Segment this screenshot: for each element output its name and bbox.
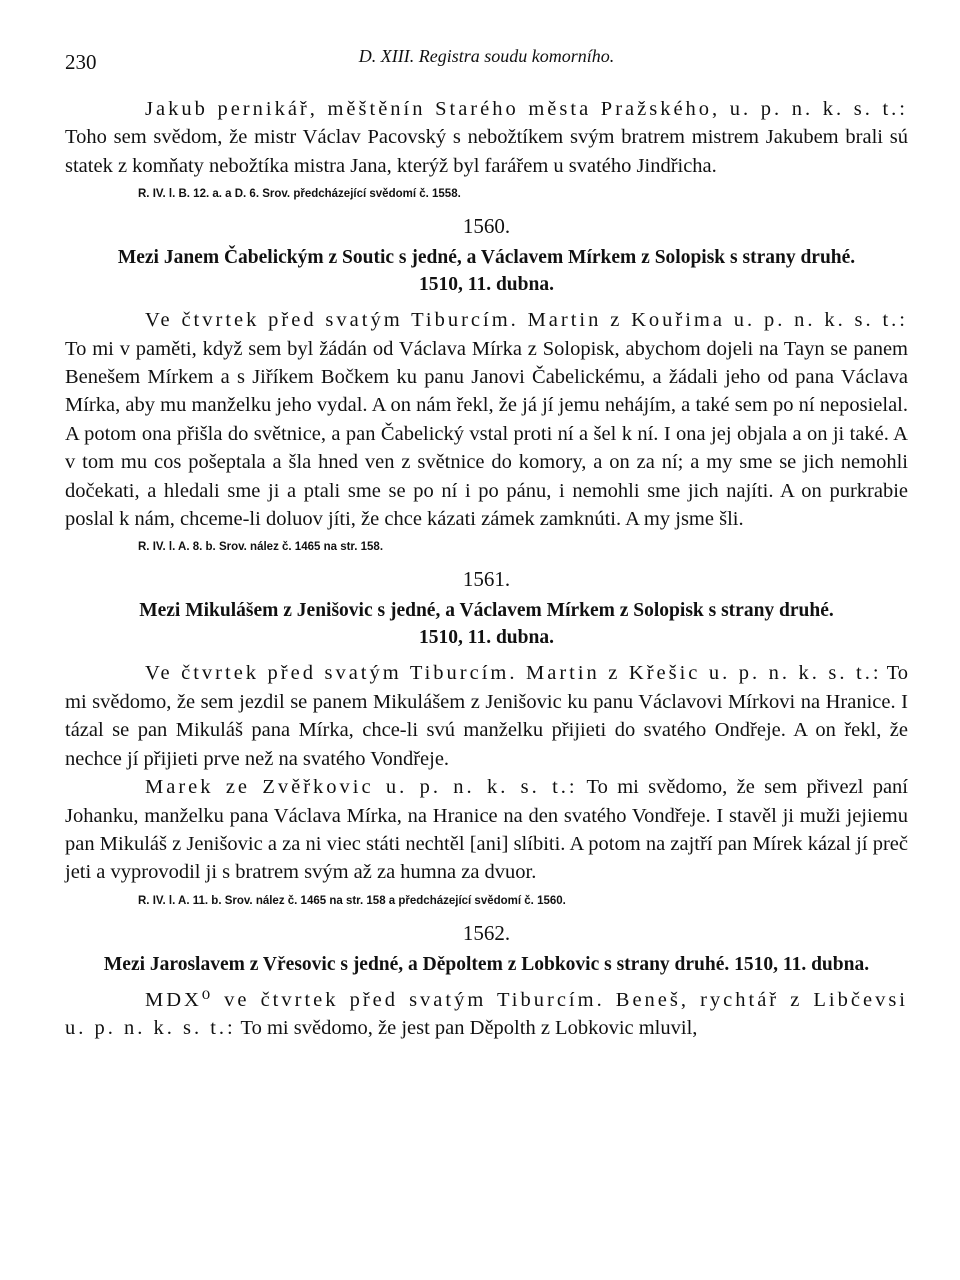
running-title: D. XIII. Registra soudu komorního. <box>358 46 615 66</box>
source-citation: R. IV. l. B. 12. a. a D. 6. Srov. předcházející svědomí č. 1558. <box>138 188 461 201</box>
page-number: 230 <box>65 50 97 74</box>
page-body <box>65 95 908 1043</box>
witness-name: Ve čtvrtek před svatým Tiburcím. Martin z Křešic u. p. n. k. s. t.: <box>145 662 882 685</box>
witness-name: Marek ze Zvěřkovic u. p. n. k. s. t.: <box>145 776 578 799</box>
entry-parties: Mezi Mikulášem z Jenišovic s jedné, a Václavem Mírkem z Solopisk s strany druhé. <box>139 600 834 622</box>
entry-number: 1560. <box>462 214 511 239</box>
testimony-paragraph <box>65 986 908 1043</box>
entry-date: 1510, 11. dubna. <box>419 627 554 649</box>
witness-name: MDX⁰ ve čtvrtek před svatým Tiburcím. Beneš, rychtář z Libčevsi u. p. n. k. s. t.: <box>65 988 908 1040</box>
source-citation: R. IV. l. A. 8. b. Srov. nález č. 1465 na str. 158. <box>138 541 384 554</box>
testimony-text: To mi svědomo, že sem přivezl paní Johanku, manželku pana Václava Mírka, na Hranice na den svatého Vondřeje. I stavěl ji muži jejiemu pan Mikuláš z Jenišovic a za ni viec státi nechtěl [ani] slíbiti. A potom na zajtří pan Mírek kázal jí preč jeti a vyprovodil ji s bratrem svým až za humna za dvuor. <box>65 776 908 884</box>
entry-parties: Mezi Jaroslavem z Vřesovic s jedné, a Děpoltem z Lobkovic s strany druhé. 1510, 11. dubna. <box>103 953 870 975</box>
testimony-text: To mi v paměti, když sem byl žádán od Václava Mírka z Solopisk, abychom dojeli na Tayn se panem Benešem Mírkem a s Jiříkem Bočkem ku panu Janovi Čabelickému, a žádali jeho od pana Václava Mírka, aby mu manželku jeho vydal. A on nám řekl, že já jí jemu nehájím, a také sem po ní neposielal. A potom ona přišla do světnice, a pan Čabelický vstal proti ní a šel k ní. I ona jej objala a on ji také. A v tom mu cos pošeptala a šla hned ven z světnice do komory, a on za ní; a my sme se jich nemohli dočekati, a hledali sme ji a ptali sme se po ní i po pánu, i nemohli sme jich najíti. A on purkrabie poslal k nám, chceme-li doluov jíti, že chce kázati zámek zamknúti. A my jsme šli. <box>65 337 908 531</box>
running-header <box>65 46 908 74</box>
entry-number: 1561. <box>462 567 511 592</box>
witness-name: Jakub pernikář, měštěnín Starého města Pražského, u. p. n. k. s. t.: <box>145 98 908 120</box>
testimony-paragraph <box>65 95 908 180</box>
testimony-paragraph <box>65 306 908 533</box>
testimony-text: To mi svědomo, že sem jezdil se panem Mikulášem z Jenišovic ku panu Václavovi Mírkovi na Hranice. I tázal se pan Mikuláš pana Mírka, chce-li svú manželku přijieti do svatého Ondřeje. A on řekl, že nechce jí přijieti prve než na svatého Vondřeje. <box>65 662 908 770</box>
testimony-text: To mi svědomo, že jest pan Děpolth z Lobkovic mluvil, <box>235 1017 698 1040</box>
entry-parties: Mezi Janem Čabelickým z Soutic s jedné, a Václavem Mírkem z Solopisk s strany druhé. <box>117 247 856 269</box>
testimony-paragraph <box>65 659 908 773</box>
entry-number: 1562. <box>462 920 511 945</box>
entry-date: 1510, 11. dubna. <box>419 274 554 296</box>
witness-name: Ve čtvrtek před svatým Tiburcím. Martin z Kouřima u. p. n. k. s. t.: <box>145 309 908 332</box>
source-citation: R. IV. l. A. 11. b. Srov. nález č. 1465 na str. 158 a předcházející svědomí č. 1560. <box>138 894 566 907</box>
testimony-paragraph <box>65 773 908 887</box>
testimony-text: Toho sem svědom, že mistr Václav Pacovský s nebožtíkem svým bratrem mistrem Jakubem brali sú statek z komňaty nebožtíka mistra Jana, kterýž byl farářem u svatého Jindřicha. <box>65 126 908 177</box>
